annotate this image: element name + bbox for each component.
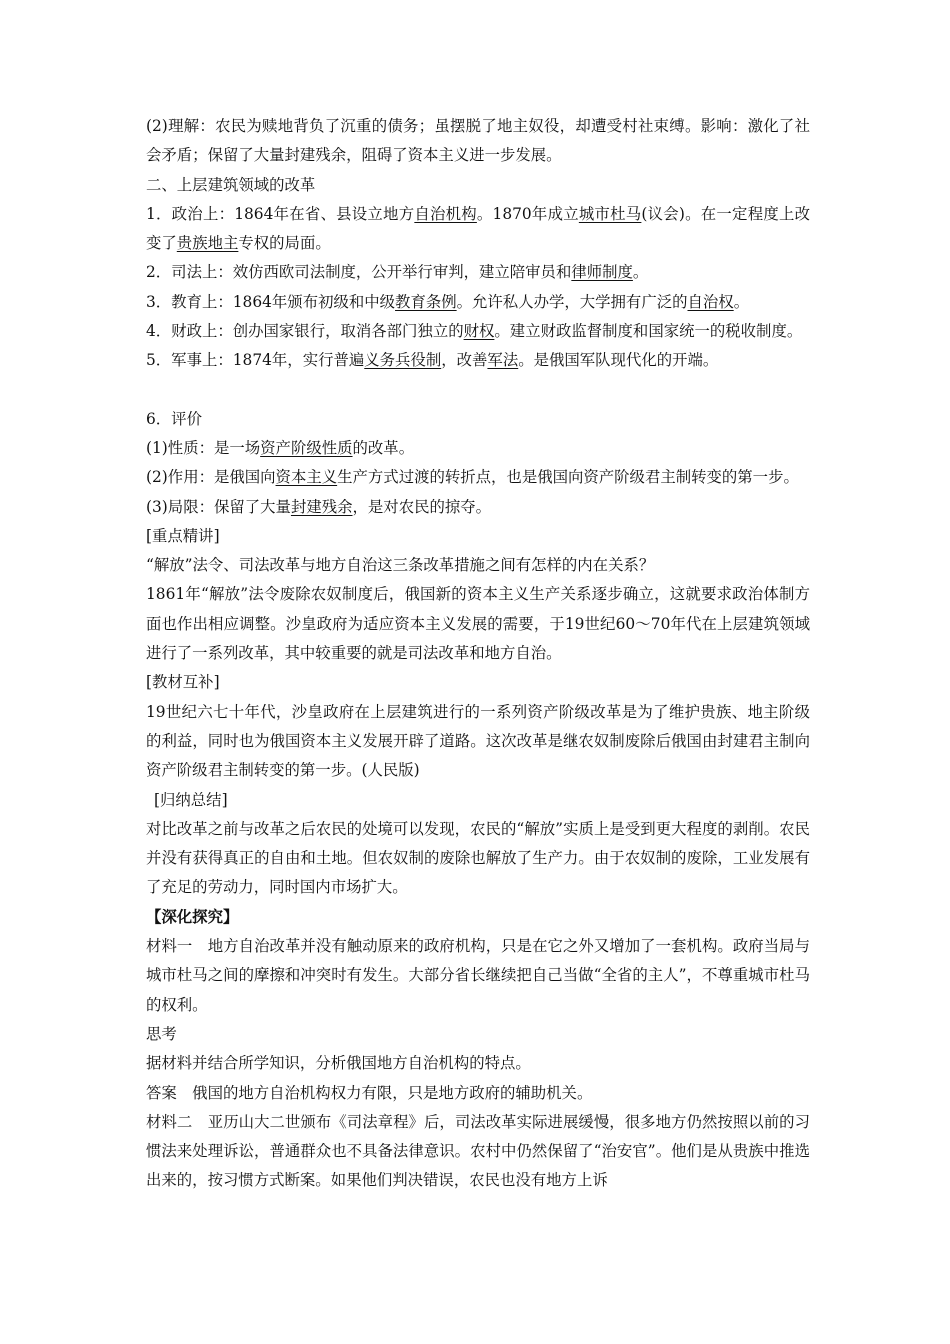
text-run: 。允许私人办学，大学拥有广泛的 <box>456 292 688 311</box>
underlined-term: 财权 <box>463 322 495 341</box>
text-run: 。建立财政监督制度和国家统一的税收制度。 <box>494 322 803 341</box>
underlined-term: 贵族地主 <box>176 234 239 253</box>
paragraph <box>146 786 810 815</box>
text-run: 专权的局面。 <box>238 234 331 253</box>
paragraph <box>146 932 810 1020</box>
paragraph <box>146 463 810 492</box>
underlined-term: 城市杜马 <box>578 204 642 223</box>
paragraph <box>146 698 810 786</box>
text-run: 。是俄国军队现代化的开端。 <box>518 351 719 370</box>
text-run: 的改革。 <box>352 438 415 457</box>
underlined-term: 律师制度 <box>571 263 633 282</box>
paragraph <box>146 1079 810 1108</box>
paragraph <box>146 200 810 259</box>
underlined-term: 教育条例 <box>395 292 457 311</box>
text-run: 。 <box>733 292 750 311</box>
text-run: “解放”法令、司法改革与地方自治这三条改革措施之间有怎样的内在关系？ <box>146 556 655 575</box>
text-run: 。1870年成立 <box>476 204 579 223</box>
text-run: 答案 俄国的地方自治机构权力有限，只是地方政府的辅助机关。 <box>146 1083 593 1102</box>
text-run: 4．财政上：创办国家银行，取消各部门独立的 <box>146 322 464 341</box>
underlined-term: 义务兵役制 <box>364 351 442 370</box>
text-run: [重点精讲] <box>146 526 220 545</box>
text-run: 1861年“解放”法令废除农奴制度后，俄国新的资本主义生产关系逐步确立，这就要求政治体制方面也作出相应调整。沙皇政府为适应资本主义发展的需要，于19世纪60～70年代在上层建筑领域进行了一系列改革，其中较重要的就是司法改革和地方自治。 <box>146 585 810 663</box>
paragraph <box>146 258 810 287</box>
underlined-term: 资本主义 <box>275 468 338 487</box>
underlined-term: 封建残余 <box>290 497 353 516</box>
paragraph <box>146 493 810 522</box>
text-run: 对比改革之前与改革之后农民的处境可以发现，农民的“解放”实质上是受到更大程度的剥削。农民并没有获得真正的自由和土地。但农奴制的废除也解放了生产力。由于农奴制的废除，工业发展有了充足的劳动力，同时国内市场扩大。 <box>146 819 810 897</box>
text-run: 19世纪六七十年代，沙皇政府在上层建筑进行的一系列资产阶级改革是为了维护贵族、地主阶级的利益，同时也为俄国资本主义发展开辟了道路。这次改革是继农奴制废除后俄国由封建君主制向资产阶级君主制转变的第一步。(人民版) <box>146 702 810 780</box>
paragraph <box>146 580 810 668</box>
paragraph <box>146 551 810 580</box>
underlined-term: 军法 <box>487 351 519 370</box>
text-run: [归纳总结] <box>154 790 228 809</box>
text-run: (3)局限：保留了大量 <box>146 497 291 516</box>
paragraph <box>146 434 810 463</box>
text-run: 生产方式过渡的转折点，也是俄国向资产阶级君主制转变的第一步。 <box>337 468 799 487</box>
paragraph <box>146 288 810 317</box>
text-run: 3．教育上：1864年颁布初级和中级 <box>146 292 396 311</box>
text-run: 材料二 亚历山大二世颁布《司法章程》后，司法改革实际进展缓慢，很多地方仍然按照以前的习惯法来处理诉讼，普通群众也不具备法律意识。农村中仍然保留了“治安官”。他们是从贵族中推选出来的，按习惯方式断案。如果他们判决错误，农民也没有地方上诉 <box>146 1112 810 1190</box>
paragraph <box>146 405 810 434</box>
text-run: (2)作用：是俄国向 <box>146 468 276 487</box>
text-run: ，改善 <box>441 351 488 370</box>
paragraph <box>146 815 810 903</box>
text-run: (1)性质：是一场 <box>146 438 261 457</box>
text-run: 2．司法上：效仿西欧司法制度，公开举行审判，建立陪审员和 <box>146 263 572 282</box>
paragraph <box>146 317 810 346</box>
blank-line <box>146 376 810 405</box>
paragraph <box>146 171 810 200</box>
text-run: 材料一 地方自治改革并没有触动原来的政府机构，只是在它之外又增加了一套机构。政府当局与城市杜马之间的摩擦和冲突时有发生。大部分省长继续把自己当做“全省的主人”，不尊重城市杜马的权利。 <box>146 937 810 1014</box>
underlined-term: 自治机构 <box>414 204 477 223</box>
text-run: 5．军事上：1874年，实行普遍 <box>146 351 365 370</box>
text-run: 6．评价 <box>146 409 202 428</box>
text-run: 。 <box>632 263 649 282</box>
paragraph <box>146 112 810 171</box>
paragraph <box>146 1108 810 1196</box>
underlined-term: 自治权 <box>687 292 734 311</box>
text-run: ，是对农民的掠夺。 <box>352 497 492 516</box>
paragraph <box>146 346 810 375</box>
text-run: [教材互补] <box>146 673 220 692</box>
text-run: (议会)。在一定程度上改变了 <box>146 204 810 253</box>
paragraph <box>146 1020 810 1049</box>
bold-heading: 【深化探究】 <box>146 907 239 926</box>
text-run: 据材料并结合所学知识，分析俄国地方自治机构的特点。 <box>146 1054 531 1073</box>
paragraph <box>146 522 810 551</box>
paragraph <box>146 903 810 932</box>
paragraph <box>146 668 810 697</box>
text-run: (2)理解：农民为赎地背负了沉重的债务；虽摆脱了地主奴役，却遭受村社束缚。影响：激化了社会矛盾；保留了大量封建残余，阻碍了资本主义进一步发展。 <box>146 117 810 165</box>
underlined-term: 资产阶级性质 <box>260 438 353 457</box>
text-run: 二、上层建筑领域的改革 <box>146 175 316 194</box>
text-run: 思考 <box>146 1024 177 1043</box>
text-run: 1．政治上：1864年在省、县设立地方 <box>146 204 415 223</box>
paragraph <box>146 1049 810 1078</box>
document-page <box>146 112 810 1196</box>
